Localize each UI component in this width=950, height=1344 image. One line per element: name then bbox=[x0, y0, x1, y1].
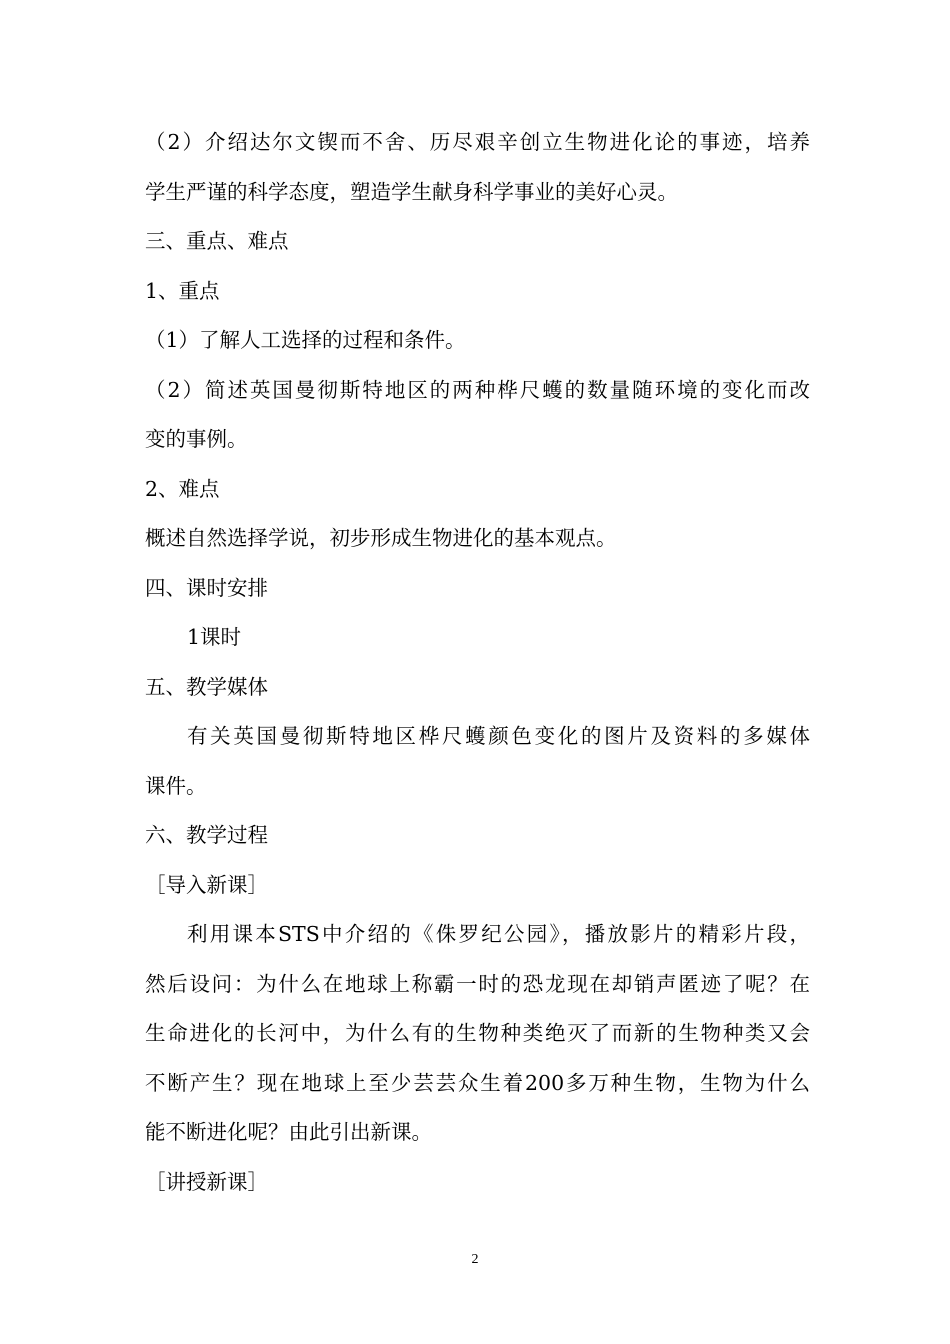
text-line: 概述自然选择学说，初步形成生物进化的基本观点。 bbox=[145, 526, 617, 550]
text-line: 有关英国曼彻斯特地区桦尺蠖颜色变化的图片及资料的多媒体 bbox=[187, 724, 810, 748]
section-heading: 六、教学过程 bbox=[145, 823, 268, 847]
subsection-heading: 2、难点 bbox=[145, 476, 220, 501]
text-line: （1）了解人工选择的过程和条件。 bbox=[145, 328, 466, 352]
document-body bbox=[145, 118, 810, 1207]
text-line: 不断产生？现在地球上至少芸芸众生着200多万种生物，生物为什么 bbox=[145, 1070, 810, 1095]
subsection-heading: 1、重点 bbox=[145, 278, 220, 303]
text-line: 能不断进化呢？由此引出新课。 bbox=[145, 1120, 432, 1144]
section-heading: 三、重点、难点 bbox=[145, 229, 289, 253]
text-line: 学生严谨的科学态度，塑造学生献身科学事业的美好心灵。 bbox=[145, 179, 678, 204]
section-heading: 四、课时安排 bbox=[145, 575, 268, 600]
bracket-heading: ［讲授新课］ bbox=[145, 1169, 268, 1194]
text-line: （2）介绍达尔文锲而不舍、历尽艰辛创立生物进化论的事迹，培养 bbox=[145, 130, 810, 154]
text-line: 1课时 bbox=[187, 625, 242, 649]
text-line: 利用课本STS中介绍的《侏罗纪公园》，播放影片的精彩片段， bbox=[187, 922, 810, 946]
text-line: 课件。 bbox=[145, 773, 207, 798]
bracket-heading: ［导入新课］ bbox=[145, 872, 268, 897]
text-line: 变的事例。 bbox=[145, 427, 248, 451]
section-heading: 五、教学媒体 bbox=[145, 674, 268, 699]
text-line: 生命进化的长河中，为什么有的生物种类绝灭了而新的生物种类又会 bbox=[145, 1021, 810, 1045]
page-number: 2 bbox=[471, 1252, 479, 1267]
text-line: 然后设问：为什么在地球上称霸一时的恐龙现在却销声匿迹了呢？在 bbox=[145, 971, 810, 996]
text-line: （2）简述英国曼彻斯特地区的两种桦尺蠖的数量随环境的变化而改 bbox=[145, 377, 810, 402]
